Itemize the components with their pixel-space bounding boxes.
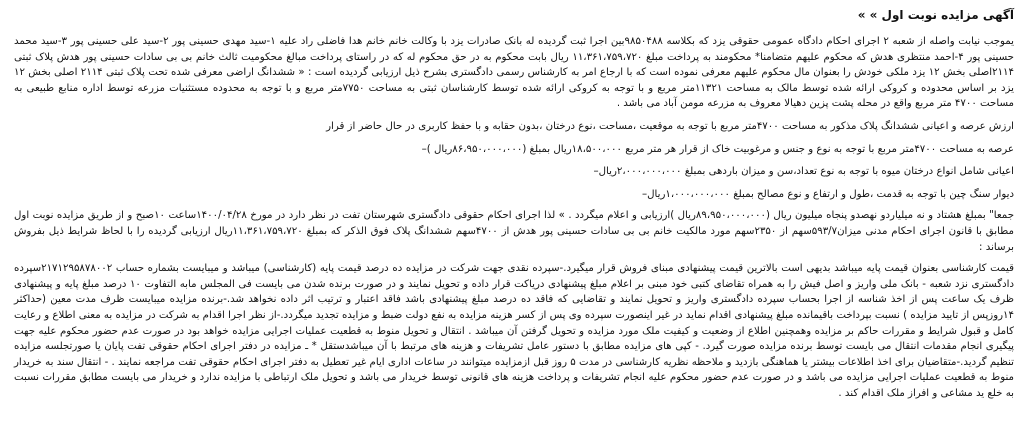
wall-item-line: دیوار سنگ چین با توجه به قدمت ،طول و ارتفاع و نوع مصالح بمبلغ ۱،۰۰۰،۰۰۰،۰۰۰ریال– xyxy=(642,188,1014,200)
conditions-paragraph: قیمت کارشناسی بعنوان قیمت پایه میباشد بدیهی است بالاترین قیمت پیشنهادی مبنای فروش قرار میگیرد.-سپرده نقدی جهت شرکت در مزایده ده درصد قیمت پایه (کارشناسی) میباشد و میبایست بشماره حساب ۲۱۷۱۲۹۵۸۷۸۰۰۲سپرده دادگستری نزد شعبه - بانک ملی واریز و اصل فیش را به همراه تقاضای کتبی خود مبنی بر اعلام مبلغ پیشنهادی دریاکت قرار داده و تحویل نمایند و در صورت برنده شدن می بایست فی المجلس مابه التفاوت ۱۰ درصد مبلغ پایه و پیشنهادی ظرف یک ساعت پس از اخذ شناسه از اجرا بحساب سپرده دادگستری واریز و تحویل نمایند و تقاضایی که فاقد ده درصد مبلغ پیشنهادی باشد فاقد اعتبار و ترتیب اثر داده نخواهد شد.-برنده مزایده میبایست ظرف مدت معین (حداکثر ۱۴روزپس از تایید مزایده ) نسبت بپرداخت باقیمانده مبلغ پیشنهادی اقدام نماید در غیر اینصورت سپرده وی پس از کسر هزینه مزایده به نفع دولت ضبط و مزایده تجدید میگردد.-از نظر اجرا اقدام به شرکت در مزایده به معنی اطلاع و رعایت کامل و قبول شرایط و مقررات حاکم بر مزایده وهمچنین اطلاع از وضعیت و کیفیت ملک مورد مزایده و تحویل گرفتن آن میباشد . انتقال و تحویل منوط به قطعیت عملیات اجرایی مزایده خواهد بود در صورت عدم حضور محکوم علیه جهت پیگیری انجام مقدمات انتقال می بایست توسط برنده مزایده صورت گیرد. - کپی های مزایده مطابق با دستور عامل تشریفات و هزینه های مرتبط با آن میباشدستقل * ـ مزایده در دفتر اجرای احکام حقوقی تفت پایان یا صورتجلسه مزایده تنظیم گردید.-متقاضیان برای اخذ اطلاعات بیشتر یا هماهنگی بازدید و ملاحظه نظریه کارشناسی در مدت ۵ روز قبل ازمزایده میتوانند در ساعات اداری ایام غیر تعطیل به دفتر اجرای احکام حقوقی تفت مراجعه نمایند . - انتقال سند به خریدار منوط به قطعیت عملیات اجرایی مزایده می باشد و در صورت عدم حضور محکوم علیه انجام تشریفات و پرداخت هزینه های قانونی توسط خریدار می باشد و تحویل ملک ارتباطی با مزایده ندارد و خریدار می بایست مطابق مقررات نسبت به خلع ید مشاعی و افراز ملک اقدام کند . xyxy=(14,263,1014,399)
trees-item-line: اعیانی شامل انواع درختان میوه با توجه به نوع تعداد،سن و میزان باردهی بمبلغ ۲،۰۰۰،۰۰۰،۰۰۰ریال– xyxy=(593,166,1014,178)
notice-title: آگهی مزایده نوبت اول » » xyxy=(857,8,1014,22)
land-item-line: عرصه به مساحت ۴۷۰۰متر مربع با توجه به نوع و جنس و مرغوبیت خاک از قرار هر متر مربع ۱۸،۵۰۰،۰۰۰ریال بمبلغ (۸۶،۹۵۰،۰۰۰،۰۰۰ریال )– xyxy=(421,143,1014,155)
total-paragraph: جمعا" بمبلغ هشتاد و نه میلیاردو نهصدو پنجاه میلیون ریال (۸۹،۹۵۰،۰۰۰،۰۰۰ریال )ارزیابی و اعلام میگردد . » لذا اجرای احکام حقوقی دادگستری شهرستان تفت در نظر دارد در مورخ ۱۴۰۰/۰۴/۲۸ساعت ۱۰صبح و از طریق مزایده نوبت اول مطابق با قانون اجرای احکام مدنی میزان۵۹۳/۷سهم از ۲۳۵۰سهم مورد مالکیت خانم بی بی سادات حسینی پور هدش از ۴۷۰۰سهم ششدانگ پلاک فوق الذکر که بمبلغ ۱۱،۳۶۱،۷۵۹،۷۲۰ریال ارزیابی گردیده را با لحاظ شرایط ذیل بفروش برساند : xyxy=(14,210,1014,253)
valuation-line: ارزش عرصه و اعیانی ششدانگ پلاک مذکور به مساحت ۴۷۰۰متر مربع با توجه به موقعیت ،مساحت ،نوع درختان ،بدون حقابه و با حفظ کاربری در حال حاضر از قرار xyxy=(326,120,1014,132)
notice-intro-paragraph: یموجب نیابت واصله از شعبه ۲ اجرای احکام دادگاه عمومی حقوقی یزد که بکلاسه ۹۸۵۰۴۸۸بین اجرا ثبت گردیده له بانک صادرات یزد با وکالت خانم خانم هدا فاضلی راد علیه ۱-سید مهدی حسینی پور ۲-سید علی حسینی پور ۳-سید محمد حسینی پور ۴-احمد منتظری هدش که محکوم علیهم متضامنا* محکومند به پرداخت مبلغ ۱۱،۳۶۱،۷۵۹،۷۲۰ ریال بابت محکوم به در حق محکوم له که در راستای پرداخت مبالغ محکومیت ثالث خانم بی بی سادات حسینی پور هدش پلاک ثبتی ۲۱۱۴اصلی بخش ۱۲ یزد ملکی خودش را بعنوان مال محکوم علیهم معرفی نموده است که با ارجاع امر به کارشناس رسمی دادگستری بشرح ذیل ارزیابی گردیده است : « ششدانگ اراضی معرفی شده تحت پلاک ثبتی ۲۱۱۴ اصلی بخش ۱۲ یزد بر اساس محدوده و کروکی ارائه شده توسط مالک به مساحت ۱۱۳۲۱متر مربع و با توجه به کروکی ارائه شده توسط کارشناسان ثبتی به مساحت ۷۷۵۰متر مربع و با توجه به محدوده مستثنیات مزرعه توسط اداره منابع طبیعی به مساحت ۴۷۰۰ متر مربع واقع در محله پشت پزین دهیالا معروف به مزرعه مومن آباد می باشد . xyxy=(14,36,1015,110)
